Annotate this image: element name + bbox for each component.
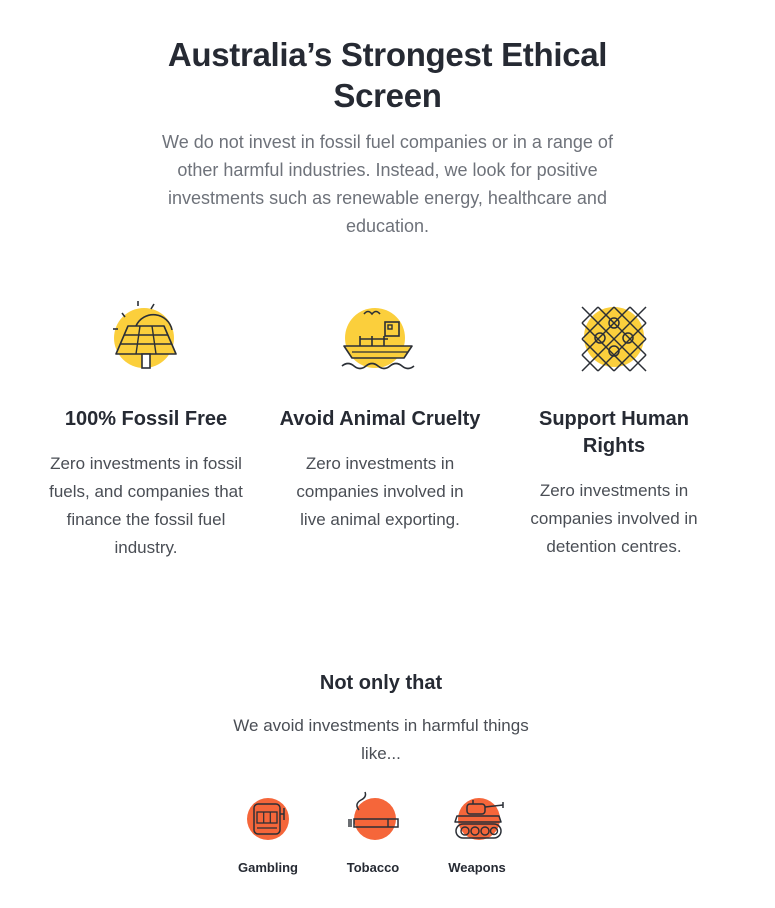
page-subtitle: We do not invest in fossil fuel companies or in a range of other harmful industries. Instead, we look for positive investments such as renewable energy, healthcare and education. xyxy=(162,132,613,236)
tank-icon xyxy=(445,790,509,848)
feature-title: Avoid Animal Cruelty xyxy=(279,408,481,430)
page-title-line-1: Australia’s Strongest Ethical xyxy=(167,36,608,74)
section-subtitle: We avoid investments in harmful things like... xyxy=(233,716,529,763)
feature-human-rights xyxy=(504,292,724,561)
harmful-item-tobacco xyxy=(333,790,413,875)
section-title: Not only that xyxy=(319,671,443,694)
harmful-item-label: Weapons xyxy=(448,860,506,875)
harmful-item-label: Gambling xyxy=(238,860,298,875)
slot-machine-icon xyxy=(236,790,300,848)
harmful-item-gambling xyxy=(228,790,308,875)
feature-animal-cruelty xyxy=(270,292,490,534)
solar-panel-icon xyxy=(96,292,196,382)
page-title-line-2: Screen xyxy=(333,77,442,115)
feature-text: Zero investments in fossil fuels, and companies that finance the fossil fuel industry. xyxy=(49,454,243,557)
harmful-item-weapons xyxy=(437,790,517,875)
feature-title: 100% Fossil Free xyxy=(64,408,228,430)
cigarette-icon xyxy=(341,790,405,848)
feature-title: Support Human Rights xyxy=(539,408,689,457)
fence-icon xyxy=(564,292,664,382)
page-title xyxy=(0,34,775,116)
harmful-item-label: Tobacco xyxy=(346,860,400,875)
feature-text: Zero investments in companies involved in live animal exporting. xyxy=(296,454,464,529)
feature-fossil-free xyxy=(36,292,256,562)
ship-icon xyxy=(330,292,430,382)
feature-text: Zero investments in companies involved in detention centres. xyxy=(530,481,698,556)
